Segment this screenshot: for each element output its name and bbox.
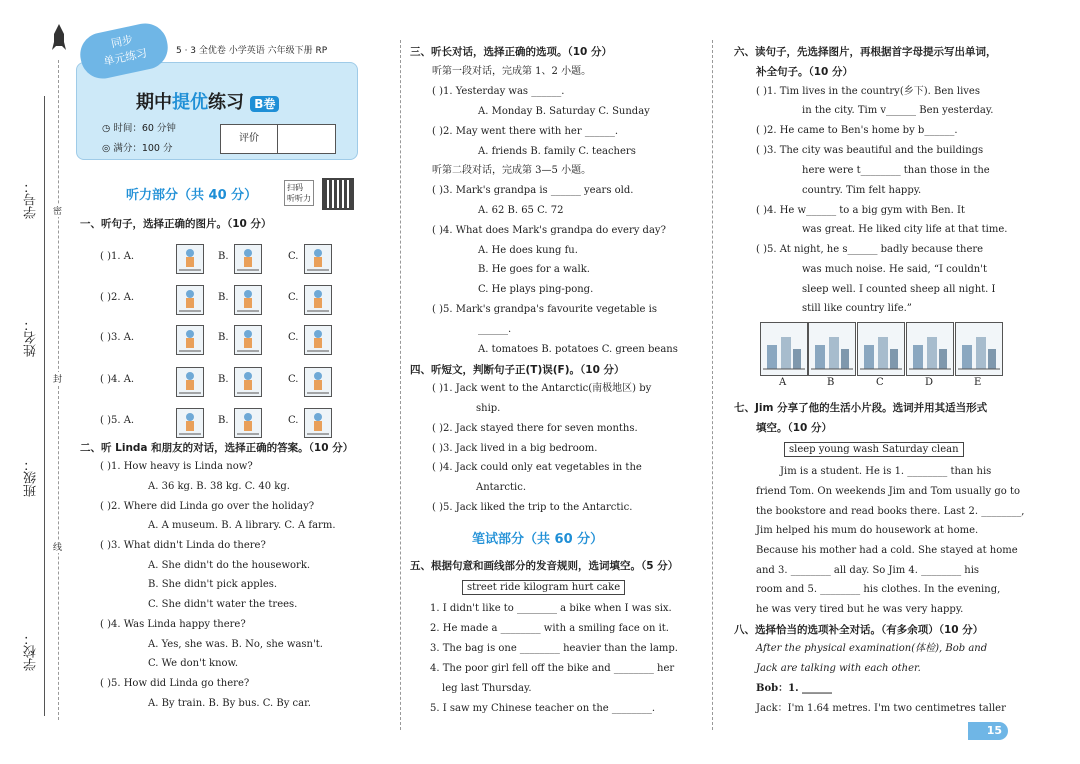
s3-q4-a: A. He does kung fu.	[478, 245, 578, 256]
page-number: 15	[968, 722, 1008, 740]
s7-para-5: Because his mother had a cold. She stayed at home	[756, 545, 1018, 556]
s3-q1-options: A. Monday B. Saturday C. Sunday	[478, 106, 650, 117]
s3-part2: 听第二段对话，完成第 3—5 小题。	[432, 165, 592, 176]
s4-q1: ( )1. Jack went to the Antarctic(南极地区) by	[432, 383, 652, 394]
s2-q4-c: C. We don't know.	[148, 658, 239, 669]
s1-item-2: ( )2. A.	[100, 292, 135, 303]
s1-item-5: ( )5. A.	[100, 415, 135, 426]
s4-q1-cont: ship.	[476, 403, 501, 414]
s6-picture-b[interactable]	[808, 322, 856, 376]
s8-intro-2: Jack are talking with each other.	[756, 663, 921, 674]
s3-q4-b: B. He goes for a walk.	[478, 264, 590, 275]
s7-para-6: and 3. ________ all day. So Jim 4. ________ his	[756, 565, 980, 576]
s8-intro-1: After the physical examination(体检), Bob and	[756, 643, 988, 654]
s6-line-9: ( )5. At night, he s______ badly because there	[756, 244, 984, 255]
s2-q3-a: A. She didn't do the housework.	[148, 560, 311, 571]
s7-para-3: the bookstore and read books there. Last 2. ________,	[756, 506, 1025, 517]
s1-option-label: B.	[218, 374, 229, 385]
listening-section-title: 听力部分（共 40 分）	[126, 188, 258, 203]
score-label: ◎ 满分：100 分	[102, 143, 173, 154]
s5-sentence-3: 3. The bag is one ________ heavier than the lamp.	[430, 643, 678, 654]
s1-option-label: C.	[288, 374, 299, 385]
s1-picture-2-b[interactable]	[234, 285, 262, 315]
grade-box	[220, 124, 336, 154]
class-label: 班级：	[24, 458, 39, 497]
s3-q3: ( )3. Mark's grandpa is ______ years old.	[432, 185, 634, 196]
time-label: ◷ 时间：60 分钟	[102, 123, 176, 134]
s7-para-4: Jim helped his mum do housework at home.	[756, 525, 979, 536]
seal-mark-3: 线	[53, 540, 62, 553]
title-part-3: 练习	[208, 92, 244, 113]
school-label: 学校：	[24, 632, 39, 671]
s8-bob-line: Bob：1. ______	[756, 683, 833, 694]
student-id-label: 学号：	[24, 180, 39, 219]
s7-para-7: room and 5. ________ his clothes. In the evening,	[756, 584, 1001, 595]
s1-option-label: B.	[218, 332, 229, 343]
s1-option-label: B.	[218, 251, 229, 262]
s3-q5: ( )5. Mark's grandpa's favourite vegetable is	[432, 304, 657, 315]
s1-item-4: ( )4. A.	[100, 374, 135, 385]
s6-picture-d[interactable]	[906, 322, 954, 376]
s1-picture-3-c[interactable]	[304, 325, 332, 355]
s4-q5: ( )5. Jack liked the trip to the Antarctic.	[432, 502, 633, 513]
s1-picture-4-c[interactable]	[304, 367, 332, 397]
s7-word-box: sleep young wash Saturday clean	[784, 442, 964, 457]
s6-picture-e[interactable]	[955, 322, 1003, 376]
section6-title: 六、读句子，先选择图片，再根据首字母提示写出单词，	[734, 46, 997, 58]
section6-title-cont: 补全句子。（10 分）	[756, 66, 854, 78]
s4-q4-cont: Antarctic.	[476, 482, 527, 493]
s1-item-1: ( )1. A.	[100, 251, 135, 262]
s3-q4-c: C. He plays ping-pong.	[478, 284, 594, 295]
s2-q3: ( )3. What didn't Linda do there?	[100, 540, 266, 551]
s2-q4-ab: A. Yes, she was. B. No, she wasn't.	[148, 639, 323, 650]
s8-jack-line: Jack：I'm 1.64 metres. I'm two centimetres taller	[756, 703, 1006, 714]
s6-picture-c[interactable]	[857, 322, 905, 376]
s3-q3-options: A. 62 B. 65 C. 72	[478, 205, 564, 216]
s3-q2-options: A. friends B. family C. teachers	[478, 146, 636, 157]
rocket-icon	[52, 24, 66, 52]
s1-picture-2-a[interactable]	[176, 285, 204, 315]
section1-title: 一、听句子，选择正确的图片。（10 分）	[80, 218, 272, 230]
badge-line-2: 单元练习	[102, 46, 149, 69]
s1-option-label: C.	[288, 332, 299, 343]
s3-q1: ( )1. Yesterday was ______.	[432, 86, 565, 97]
s1-option-label: C.	[288, 251, 299, 262]
s6-line-10: was much noise. He said, “I couldn't	[802, 264, 988, 275]
s5-word-box: street ride kilogram hurt cake	[462, 580, 625, 595]
section7-title: 七、Jim 分享了他的生活小片段。选词并用其适当形式	[734, 402, 988, 414]
s6-line-2: in the city. Tim v______ Ben yesterday.	[802, 105, 994, 116]
s2-q2-options: A. A museum. B. A library. C. A farm.	[148, 520, 336, 531]
column-divider-1	[400, 40, 401, 730]
s6-line-5: here were t________ than those in the	[802, 165, 990, 176]
s6-line-7: ( )4. He w______ to a big gym with Ben. It	[756, 205, 965, 216]
s1-picture-3-a[interactable]	[176, 325, 204, 355]
s6-line-11: sleep well. I counted sheep all night. I	[802, 284, 996, 295]
s5-sentence-5: 5. I saw my Chinese teacher on the ________.	[430, 703, 656, 714]
s6-line-4: ( )3. The city was beautiful and the buildings	[756, 145, 984, 156]
section8-title: 八、选择恰当的选项补全对话。（有多余项）（10 分）	[734, 624, 984, 636]
s5-sentence-1: 1. I didn't like to ________ a bike when I was six.	[430, 603, 672, 614]
s6-line-8: was great. He liked city life at that time.	[802, 224, 1008, 235]
s2-q5-options: A. By train. B. By bus. C. By car.	[148, 698, 311, 709]
s2-q1: ( )1. How heavy is Linda now?	[100, 461, 253, 472]
s1-picture-2-c[interactable]	[304, 285, 332, 315]
binding-dash-line	[58, 60, 59, 720]
section3-title: 三、听长对话，选择正确的选项。（10 分）	[410, 46, 613, 58]
s7-para-1: Jim is a student. He is 1. ________ than his	[780, 466, 992, 477]
page-title	[136, 88, 279, 114]
s6-line-3: ( )2. He came to Ben's home by b______.	[756, 125, 958, 136]
s5-sentence-4: 4. The poor girl fell off the bike and ________ her	[430, 663, 675, 674]
section5-title: 五、根据句意和画线部分的发音规则，选词填空。（5 分）	[410, 560, 679, 572]
s2-q1-options: A. 36 kg. B. 38 kg. C. 40 kg.	[148, 481, 290, 492]
s2-q3-b: B. She didn't pick apples.	[148, 579, 278, 590]
s4-q4: ( )4. Jack could only eat vegetables in the	[432, 462, 642, 473]
series-label: 5 · 3 全优卷 小学英语 六年级下册 RP	[176, 46, 328, 56]
s2-q5: ( )5. How did Linda go there?	[100, 678, 250, 689]
s3-part1: 听第一段对话，完成第 1、2 小题。	[432, 66, 592, 77]
section2-title: 二、听 Linda 和朋友的对话，选择正确的答案。（10 分）	[80, 442, 354, 454]
grade-label: 评价	[221, 125, 278, 153]
title-part-1: 期中	[136, 92, 172, 113]
s2-q2: ( )2. Where did Linda go over the holiday?	[100, 501, 315, 512]
title-part-2: 提优	[172, 92, 208, 113]
s6-picture-label: E	[974, 377, 982, 388]
cut-line	[44, 96, 45, 716]
s5-sentence-2: 2. He made a ________ with a smiling face on it.	[430, 623, 669, 634]
s3-q2: ( )2. May went there with her ______.	[432, 126, 618, 137]
s6-line-1: ( )1. Tim lives in the country(乡下). Ben lives	[756, 86, 980, 97]
s1-picture-5-a[interactable]	[176, 408, 204, 438]
s1-picture-4-a[interactable]	[176, 367, 204, 397]
s6-line-12: still like country life.”	[802, 303, 912, 314]
name-label: 姓名：	[24, 318, 39, 357]
seal-mark-2: 封	[53, 372, 62, 385]
s1-picture-1-b[interactable]	[234, 244, 262, 274]
qr-code-icon[interactable]	[322, 178, 354, 210]
s2-q3-c: C. She didn't water the trees.	[148, 599, 298, 610]
s1-picture-5-b[interactable]	[234, 408, 262, 438]
s1-option-label: B.	[218, 292, 229, 303]
s6-picture-label: B	[827, 377, 835, 388]
writing-section-title: 笔试部分（共 60 分）	[472, 532, 604, 547]
s7-para-8: he was very tired but he was very happy.	[756, 604, 964, 615]
s6-line-6: country. Tim felt happy.	[802, 185, 922, 196]
s6-picture-a[interactable]	[760, 322, 808, 376]
title-tag: B卷	[250, 96, 279, 112]
s4-q3: ( )3. Jack lived in a big bedroom.	[432, 443, 598, 454]
s3-q4: ( )4. What does Mark's grandpa do every day?	[432, 225, 666, 236]
column-divider-2	[712, 40, 713, 730]
s1-picture-1-a[interactable]	[176, 244, 204, 274]
section7-title-cont: 填空。（10 分）	[756, 422, 833, 434]
s7-para-2: friend Tom. On weekends Jim and Tom usually go to	[756, 486, 1020, 497]
s2-q4: ( )4. Was Linda happy there?	[100, 619, 246, 630]
s1-item-3: ( )3. A.	[100, 332, 135, 343]
s1-picture-4-b[interactable]	[234, 367, 262, 397]
check-icon: ◎	[102, 143, 114, 154]
s1-option-label: C.	[288, 292, 299, 303]
s1-picture-5-c[interactable]	[304, 408, 332, 438]
s6-picture-label: A	[779, 377, 787, 388]
s6-picture-label: C	[876, 377, 884, 388]
s1-option-label: B.	[218, 415, 229, 426]
clock-icon: ◷	[102, 123, 114, 134]
s3-q5-options: A. tomatoes B. potatoes C. green beans	[478, 344, 678, 355]
s6-picture-label: D	[925, 377, 934, 388]
seal-mark-1: 密	[53, 204, 62, 217]
qr-hint: 扫码 听听力	[284, 180, 314, 206]
s3-q5-blank: ______.	[478, 324, 512, 335]
badge-line-1: 同步	[109, 33, 135, 51]
s1-option-label: C.	[288, 415, 299, 426]
s1-picture-1-c[interactable]	[304, 244, 332, 274]
section4-title: 四、听短文，判断句子正(T)误(F)。（10 分）	[410, 364, 625, 376]
s5-sentence-4-cont: leg last Thursday.	[442, 683, 532, 694]
s1-picture-3-b[interactable]	[234, 325, 262, 355]
s4-q2: ( )2. Jack stayed there for seven months.	[432, 423, 638, 434]
